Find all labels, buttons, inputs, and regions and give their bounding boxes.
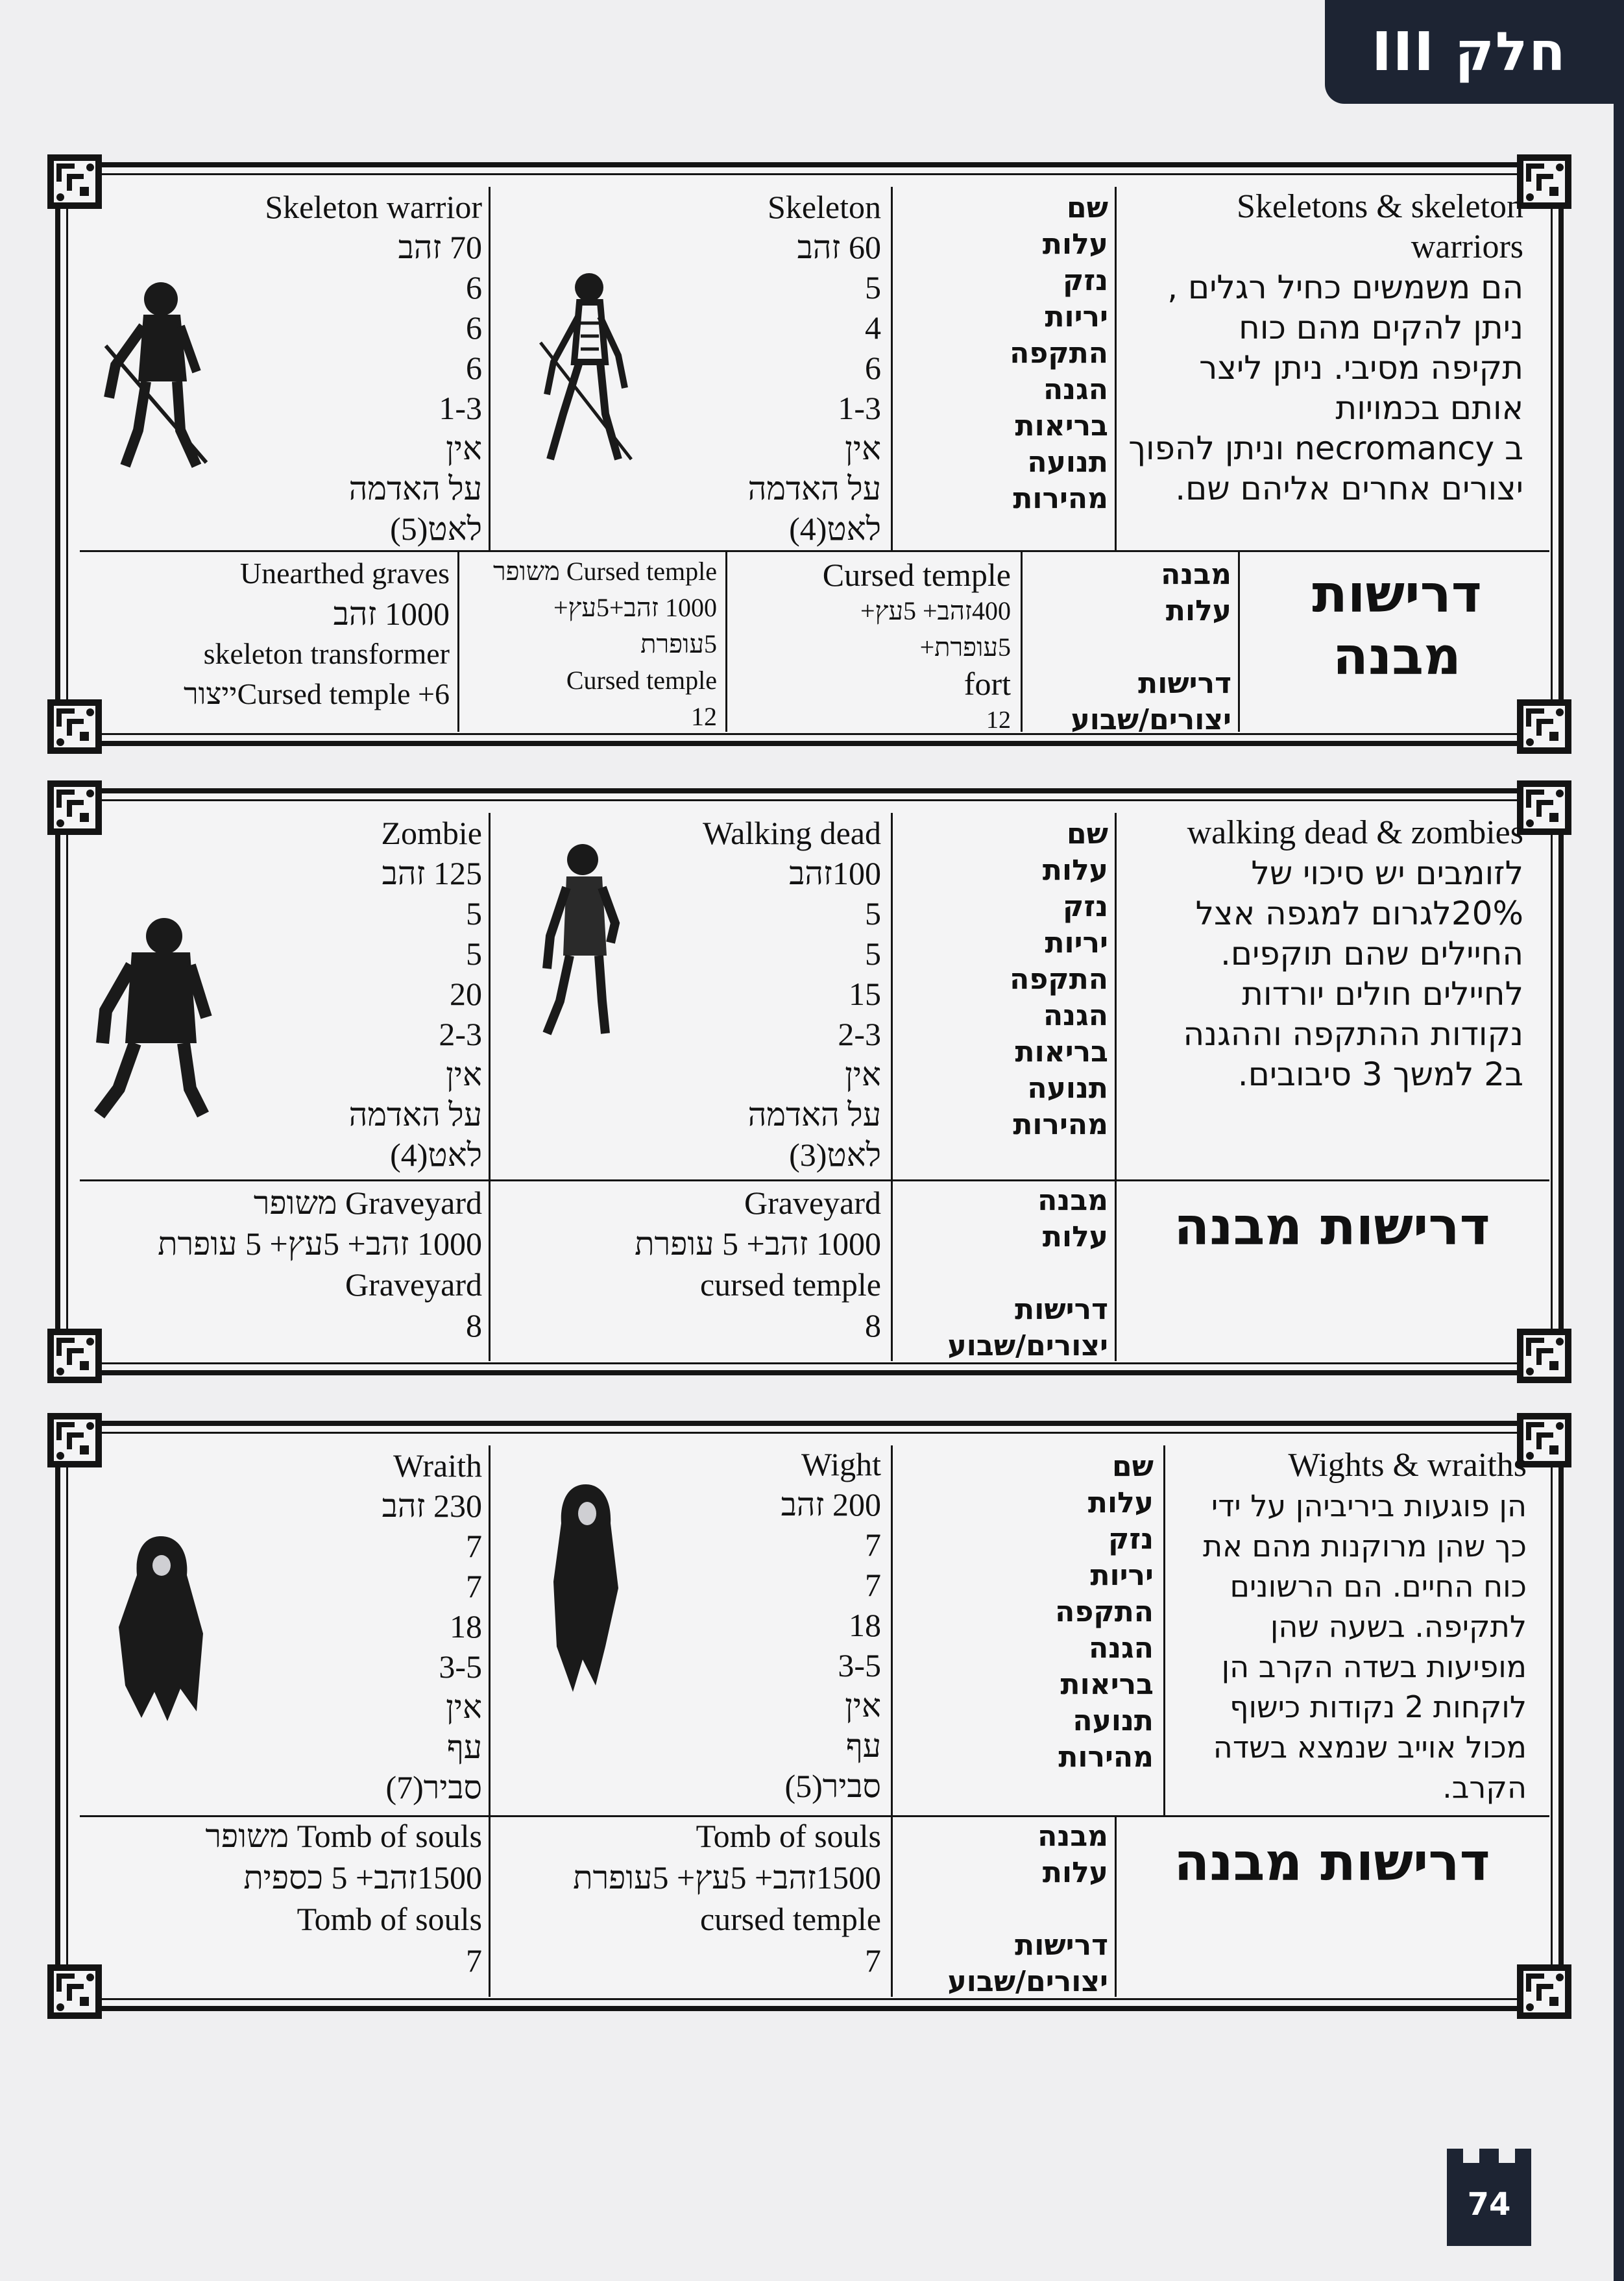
req-label-building: מבנה (1161, 558, 1231, 591)
stat-value: 15 (849, 976, 881, 1012)
stat-label: עלות (1087, 1486, 1154, 1519)
row-divider (80, 1179, 1549, 1181)
corner-ornament (1517, 154, 1571, 209)
description-line: תקיפה מסיבי. ניתן ליצר (1199, 349, 1523, 387)
column-divider (1115, 1179, 1117, 1361)
req-title-line: דרישות (1312, 564, 1482, 624)
req-graveyard-upgraded (99, 1183, 482, 1346)
req-requirement: Cursed temple +6ייצור (183, 677, 450, 710)
description-line: 20%לגרום למגפה אצל (1195, 895, 1523, 932)
stat-value: 6 (466, 269, 482, 306)
stat-label: עלות (1042, 228, 1108, 261)
stat-value: לאט(5) (390, 511, 482, 547)
description-line: מכול אוייב שנמצא בשדה (1213, 1730, 1527, 1765)
stat-value: 1-3 (838, 390, 881, 426)
req-per-week: 8 (865, 1307, 881, 1344)
req-per-week: 12 (986, 706, 1011, 734)
skeleton-figure (527, 265, 638, 472)
req-requirement: Tomb of souls (297, 1901, 482, 1937)
description-title: warriors (1411, 228, 1523, 265)
column-divider (457, 550, 459, 732)
skeleton-warrior-figure (93, 274, 216, 476)
unit-stats-skeleton-warrior (255, 187, 482, 549)
stat-labels (897, 1449, 1154, 1776)
stat-value: 7 (865, 1527, 881, 1563)
stat-value: עף (446, 1729, 482, 1765)
stat-value: על האדמה (747, 470, 881, 507)
req-tomb-of-souls-upgraded (99, 1815, 482, 1981)
column-divider (489, 1445, 491, 1997)
req-label-cost: עלות (1165, 594, 1231, 627)
description-line: נקודות ההתקפה וההגנה (1183, 1015, 1523, 1053)
stat-value: 6 (466, 309, 482, 346)
zombie-figure (86, 913, 216, 1121)
req-labels (1027, 557, 1231, 738)
stat-label: מהירות (1013, 1108, 1108, 1141)
description-line: הם משמשים כחיל רגלים , (1167, 269, 1523, 306)
zombies-card (55, 788, 1564, 1375)
stat-label: עלות (1042, 854, 1108, 887)
column-divider (891, 813, 893, 1361)
stat-value: 7 (466, 1568, 482, 1604)
req-building: Cursed temple (822, 557, 1011, 593)
stat-value: 5 (466, 935, 482, 972)
stat-value: אין (446, 430, 482, 466)
description-line: הקרב. (1442, 1770, 1527, 1805)
stat-label: נזק (1063, 264, 1108, 297)
stat-value: אין (446, 1689, 482, 1725)
stat-value: לאט(3) (789, 1137, 881, 1173)
stat-label: מהירות (1013, 482, 1108, 515)
req-title-line: מבנה (1333, 626, 1461, 686)
stat-value: 5 (466, 895, 482, 932)
unit-stats-wight (644, 1444, 881, 1806)
unit-stats-zombie (255, 813, 482, 1175)
unit-name: Skeleton warrior (265, 189, 482, 225)
corner-ornament (1517, 1964, 1571, 2019)
stat-value: אין (845, 430, 881, 466)
column-divider (891, 187, 893, 550)
unit-description (1128, 813, 1523, 1094)
stat-value: 125 זהב (382, 855, 482, 891)
column-divider (489, 187, 491, 550)
stat-label: תנועה (1027, 1072, 1108, 1105)
req-building: Cursed temple משופר (492, 557, 717, 586)
corner-ornament (47, 780, 102, 835)
req-cost: 1000 זהב+5עץ+ (553, 593, 717, 622)
unit-name: Walking dead (702, 815, 881, 851)
req-label-building: מבנה (1037, 1184, 1108, 1217)
req-label-cost: עלות (1042, 1220, 1108, 1253)
req-cost: 5עופרת+ (919, 633, 1011, 662)
corner-ornament (47, 1413, 102, 1467)
unit-description (1128, 187, 1523, 509)
description-line: ב necromancy וניתן להפוך (1128, 429, 1523, 467)
stat-value: 6 (466, 350, 482, 386)
req-graveyard (502, 1183, 881, 1346)
column-divider (1115, 1815, 1117, 1997)
description-line: כך שהן מרוקנות מהם את (1202, 1528, 1527, 1563)
page-number: 74 (1467, 2186, 1511, 2223)
req-cost: 1500זהב+ 5 כספית (243, 1859, 482, 1896)
req-requirement: cursed temple (699, 1901, 881, 1937)
description-title: walking dead & zombies (1187, 814, 1523, 851)
req-building: Tomb of souls (696, 1818, 881, 1854)
stat-value: 5 (865, 935, 881, 972)
stat-value: על האדמה (348, 1096, 482, 1133)
part-header-tab (1325, 0, 1614, 104)
description-line: החיילים שהם תוקפים. (1220, 935, 1523, 972)
corner-ornament (1517, 699, 1571, 754)
req-building: Graveyard משופר (253, 1185, 482, 1221)
column-divider (891, 1445, 893, 1997)
req-label-requirements: דרישות (1015, 1929, 1108, 1962)
req-requirement: Cursed temple (566, 666, 717, 695)
req-label-building: מבנה (1037, 1820, 1108, 1853)
stat-label: יריות (1090, 1559, 1154, 1592)
corner-ornament (47, 154, 102, 209)
stat-labels (897, 816, 1108, 1143)
stat-value: 5 (865, 895, 881, 932)
stat-label: התקפה (1055, 1595, 1154, 1628)
stat-label: מהירות (1058, 1741, 1154, 1774)
stat-value: 7 (466, 1528, 482, 1564)
stat-value: לאט(4) (789, 511, 881, 547)
req-label-per-week: יצורים/שבוע (947, 1965, 1108, 1998)
wights-card (55, 1421, 1564, 2011)
stat-label: נזק (1063, 890, 1108, 923)
stat-label: הגנה (1088, 1632, 1154, 1665)
column-divider (725, 550, 727, 732)
stat-label: הגנה (1043, 373, 1108, 406)
stat-value: על האדמה (348, 470, 482, 507)
req-building: Tomb of souls משופר (205, 1818, 482, 1854)
stat-label: שם (1111, 1450, 1154, 1483)
wight-figure (540, 1478, 631, 1698)
req-cost: 1000 זהב (333, 596, 450, 632)
building-requirements-title (1131, 1196, 1533, 1258)
stat-value: עף (845, 1728, 881, 1764)
column-divider (1115, 187, 1117, 550)
column-divider (1238, 550, 1240, 732)
corner-ornament (47, 1964, 102, 2019)
description-line: ניתן להקים מהם כוח (1239, 309, 1523, 346)
stat-value: אין (446, 1056, 482, 1092)
stat-label: תנועה (1027, 446, 1108, 479)
walking-dead-figure (534, 839, 631, 1040)
stat-value: 70 זהב (398, 229, 482, 265)
req-requirement: Graveyard (345, 1266, 482, 1303)
unit-name: Skeleton (768, 189, 881, 225)
req-cost: 1000 זהב+ 5 עופרת (635, 1225, 881, 1262)
corner-ornament (47, 1329, 102, 1383)
stat-label: בריאות (1015, 409, 1108, 442)
stat-value: אין (845, 1056, 881, 1092)
page-edge-strip (1614, 0, 1624, 2281)
building-requirements-title (1131, 1831, 1533, 1894)
stat-label: נזק (1108, 1523, 1154, 1556)
req-label-per-week: יצורים/שבוע (947, 1329, 1108, 1362)
req-requirement: cursed temple (699, 1266, 881, 1303)
page-number-badge (1444, 2149, 1534, 2246)
description-line: אותם בכמויות (1335, 389, 1523, 427)
wraith-figure (106, 1530, 216, 1724)
req-labels (897, 1183, 1108, 1364)
stat-label: תנועה (1073, 1704, 1154, 1737)
req-cursed-temple-upgraded (464, 553, 717, 735)
unit-stats-wraith (255, 1445, 482, 1807)
description-title: Skeletons & skeleton (1237, 188, 1523, 225)
stat-value: 60 זהב (797, 229, 881, 265)
req-unearthed-graves (99, 553, 450, 714)
description-line: הן פוגעות ביריביהן על ידי (1211, 1488, 1527, 1523)
unit-stats-skeleton (644, 187, 881, 549)
building-requirements-title (1244, 563, 1549, 688)
req-label-per-week: יצורים/שבוע (1071, 703, 1231, 736)
stat-value: על האדמה (747, 1096, 881, 1133)
stat-value: 3-5 (439, 1648, 482, 1685)
req-label-requirements: דרישות (1015, 1293, 1108, 1326)
description-title: Wights & wraiths (1288, 1447, 1527, 1484)
req-labels (897, 1818, 1108, 2000)
req-cost: 5עופרת (640, 629, 717, 658)
stat-label: בריאות (1015, 1035, 1108, 1068)
stat-label: התקפה (1010, 337, 1108, 370)
stat-labels (897, 190, 1108, 517)
unit-name: Zombie (381, 815, 482, 851)
stat-value: סביר(7) (385, 1769, 482, 1805)
stat-value: 200 זהב (781, 1486, 881, 1523)
stat-value: 2-3 (838, 1016, 881, 1052)
stat-label: יריות (1045, 300, 1108, 333)
stat-label: שם (1066, 817, 1108, 851)
column-divider (489, 813, 491, 1361)
req-per-week: 12 (691, 702, 717, 731)
corner-ornament (1517, 1329, 1571, 1383)
description-line: לזומבים יש סיכוי של (1251, 854, 1523, 892)
req-per-week: 7 (865, 1942, 881, 1979)
stat-value: סביר(5) (784, 1768, 881, 1804)
stat-value: אין (845, 1687, 881, 1724)
stat-label: שם (1066, 191, 1108, 224)
req-per-week: 8 (466, 1307, 482, 1344)
req-building: Unearthed graves (239, 557, 450, 590)
stat-value: 100זהב (789, 855, 881, 891)
stat-label: התקפה (1010, 963, 1108, 996)
unit-name: Wight (801, 1446, 881, 1482)
stat-value: 7 (865, 1567, 881, 1603)
skeletons-card (55, 162, 1564, 746)
unit-name: Wraith (393, 1447, 482, 1484)
description-line: לוקחות 2 נקודות כישוף (1230, 1689, 1527, 1724)
unit-stats-walking-dead (644, 813, 881, 1175)
req-cursed-temple (732, 557, 1011, 738)
req-tomb-of-souls (502, 1815, 881, 1981)
description-line: לתקיפה. בשעה שהן (1270, 1609, 1527, 1644)
corner-ornament (47, 699, 102, 754)
stat-value: לאט(4) (390, 1137, 482, 1173)
req-cost: 1000 זהב+ 5עץ+ 5 עופרת (158, 1225, 482, 1262)
req-label-cost: עלות (1042, 1856, 1108, 1889)
row-divider (80, 550, 1549, 552)
description-line: כוח החיים. הם הרשונים (1230, 1569, 1527, 1604)
stat-value: 18 (849, 1607, 881, 1643)
req-requirement: fort (963, 666, 1011, 702)
stat-value: 6 (865, 350, 881, 386)
column-divider (1163, 1445, 1165, 1815)
req-building: Graveyard (744, 1185, 881, 1221)
stat-value: 4 (865, 309, 881, 346)
description-line: ב2 למשך 3 סיבובים. (1237, 1056, 1523, 1093)
stat-value: 18 (450, 1608, 482, 1645)
req-label-requirements: דרישות (1138, 667, 1231, 700)
req-cost: 400זהב+ 5עץ+ (860, 596, 1011, 625)
column-divider (1021, 550, 1023, 732)
stat-value: 20 (450, 976, 482, 1012)
req-title-line: דרישות מבנה (1174, 1196, 1490, 1257)
stat-value: 1-3 (439, 390, 482, 426)
unit-description (1173, 1445, 1527, 1807)
req-cost: 1500זהב+ 5עץ+ 5עופרת (573, 1859, 881, 1896)
req-requirement: skeleton transformer (203, 637, 450, 670)
description-line: מופיעות בשדה הקרב הן (1221, 1649, 1527, 1684)
stat-label: יריות (1045, 926, 1108, 959)
req-per-week: 7 (466, 1942, 482, 1979)
stat-value: 5 (865, 269, 881, 306)
part-title: חלק III (1372, 21, 1567, 83)
stat-value: 3-5 (838, 1647, 881, 1684)
description-line: יצורים אחרים אליהם שם. (1175, 470, 1523, 507)
stat-value: 2-3 (439, 1016, 482, 1052)
description-line: לחיילים חולים יורדות (1242, 975, 1523, 1013)
stat-value: 230 זהב (382, 1488, 482, 1524)
req-title-line: דרישות מבנה (1174, 1832, 1490, 1892)
corner-ornament (1517, 780, 1571, 835)
column-divider (1115, 813, 1117, 1179)
stat-label: הגנה (1043, 999, 1108, 1032)
stat-label: בריאות (1060, 1668, 1154, 1701)
